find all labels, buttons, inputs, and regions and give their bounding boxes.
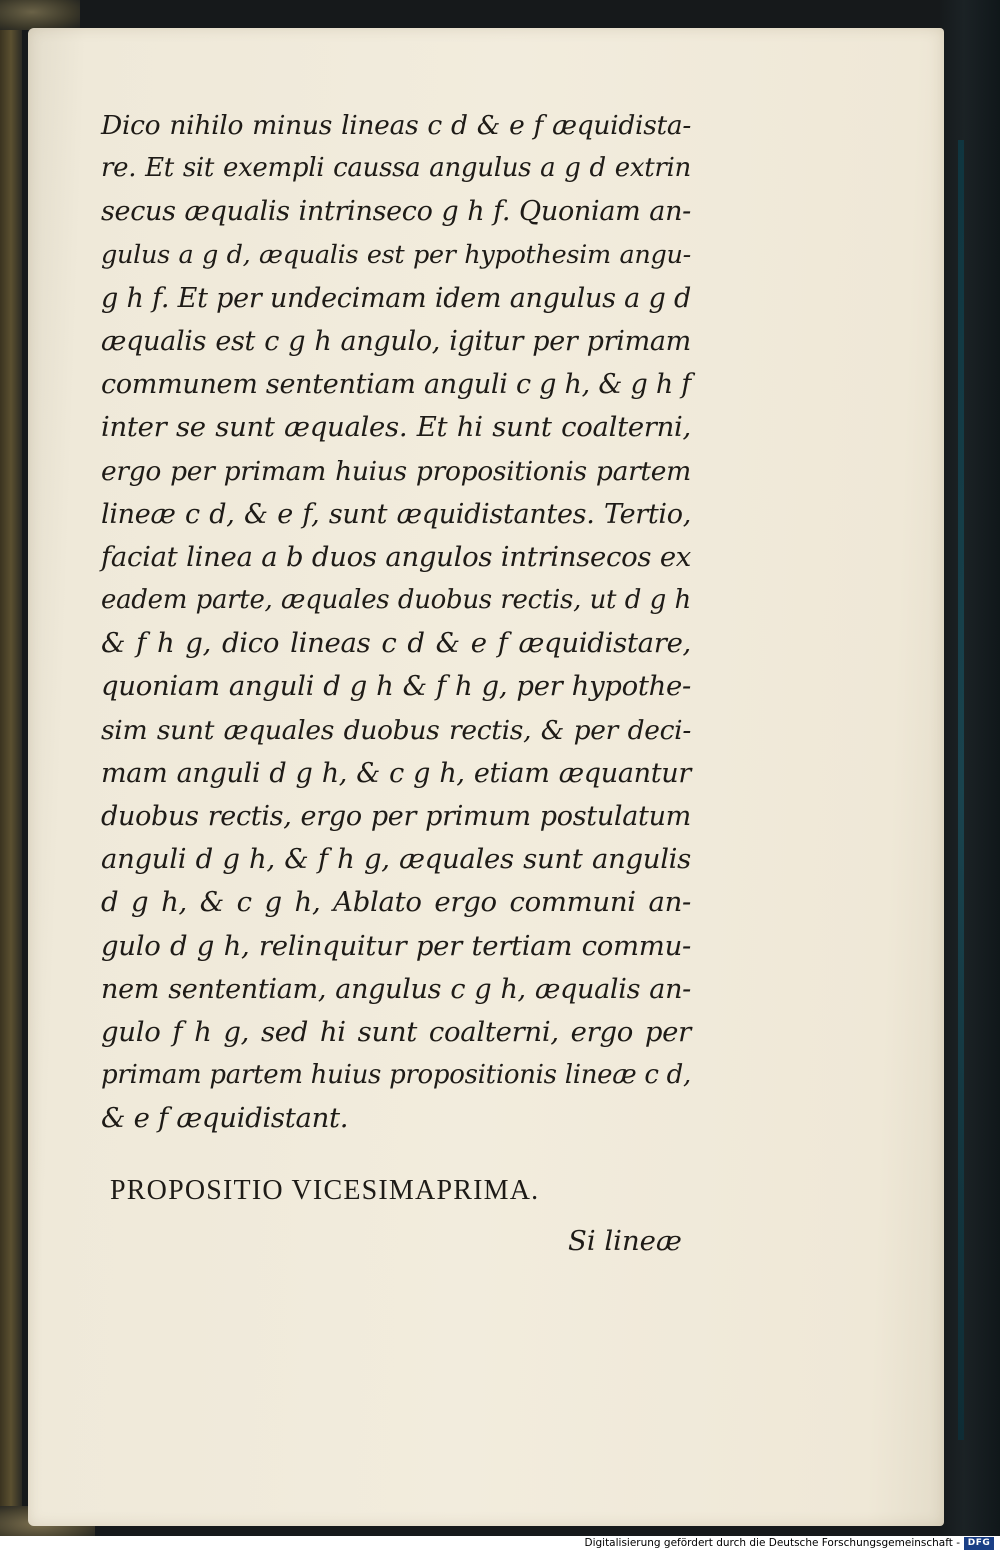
- text-line: sim sunt æquales duobus rectis, & per deci-: [101, 714, 691, 746]
- text-line: lineæ c d, & e f, sunt æquidistantes. Tertio,: [101, 498, 691, 530]
- text-line: secus æqualis intrinseco g h f. Quoniam an-: [101, 196, 691, 228]
- catchword: Si lineæ: [568, 1225, 682, 1257]
- binding-corner-top: [0, 0, 80, 30]
- text-line: gulo d g h, relinquitur per tertiam commu-: [101, 929, 691, 962]
- text-line: Dico nihilo minus lineas c d & e f æquidista-: [101, 110, 691, 141]
- footer-bar: [0, 1536, 1000, 1552]
- text-line: mam anguli d g h, & c g h, etiam æquantur: [101, 757, 691, 789]
- funding-notice: Digitalisierung gefördert durch die Deutsche Forschungsgemeinschaft -: [584, 1537, 960, 1549]
- text-line: g h f. Et per undecimam idem angulus a g d: [101, 282, 691, 314]
- text-line: primam partem huius propositionis lineæ c d,: [101, 1060, 691, 1091]
- text-line: communem sententiam anguli c g h, & g h f: [101, 369, 691, 401]
- book-edge: [940, 0, 1000, 1536]
- body-text: [101, 104, 691, 1141]
- text-line: & e f æquidistant.: [101, 1102, 349, 1135]
- proposition-heading: PROPOSITIO VICESIMAPRIMA.: [110, 1175, 540, 1206]
- text-line: anguli d g h, & f h g, æquales sunt angulis: [101, 843, 691, 876]
- text-line: re. Et sit exempli caussa angulus a g d extrin: [101, 153, 691, 184]
- book-spine: [0, 0, 22, 1536]
- text-line: gulus a g d, æqualis est per hypothesim angu-: [101, 239, 691, 270]
- text-line: quoniam anguli d g h & f h g, per hypothe-: [101, 670, 691, 703]
- text-line: æqualis est c g h angulo, igitur per primam: [101, 325, 691, 357]
- text-line: nem sententiam, angulus c g h, æqualis an-: [101, 973, 691, 1005]
- text-line: inter se sunt æquales. Et hi sunt coalterni,: [101, 411, 691, 444]
- text-line: ergo per primam huius propositionis partem: [101, 455, 691, 487]
- text-line: duobus rectis, ergo per primum postulatum: [101, 801, 691, 832]
- text-line: gulo f h g, sed hi sunt coalterni, ergo per: [101, 1015, 691, 1048]
- dfg-logo-icon: DFG: [964, 1537, 994, 1550]
- text-line: faciat linea a b duos angulos intrinsecos ex: [101, 540, 691, 573]
- text-line: & f h g, dico lineas c d & e f æquidistare,: [101, 627, 691, 660]
- text-line: d g h, & c g h, Ablato ergo communi an-: [101, 886, 691, 919]
- text-line: eadem parte, æquales duobus rectis, ut d g h: [101, 585, 691, 616]
- book-page: [28, 28, 944, 1526]
